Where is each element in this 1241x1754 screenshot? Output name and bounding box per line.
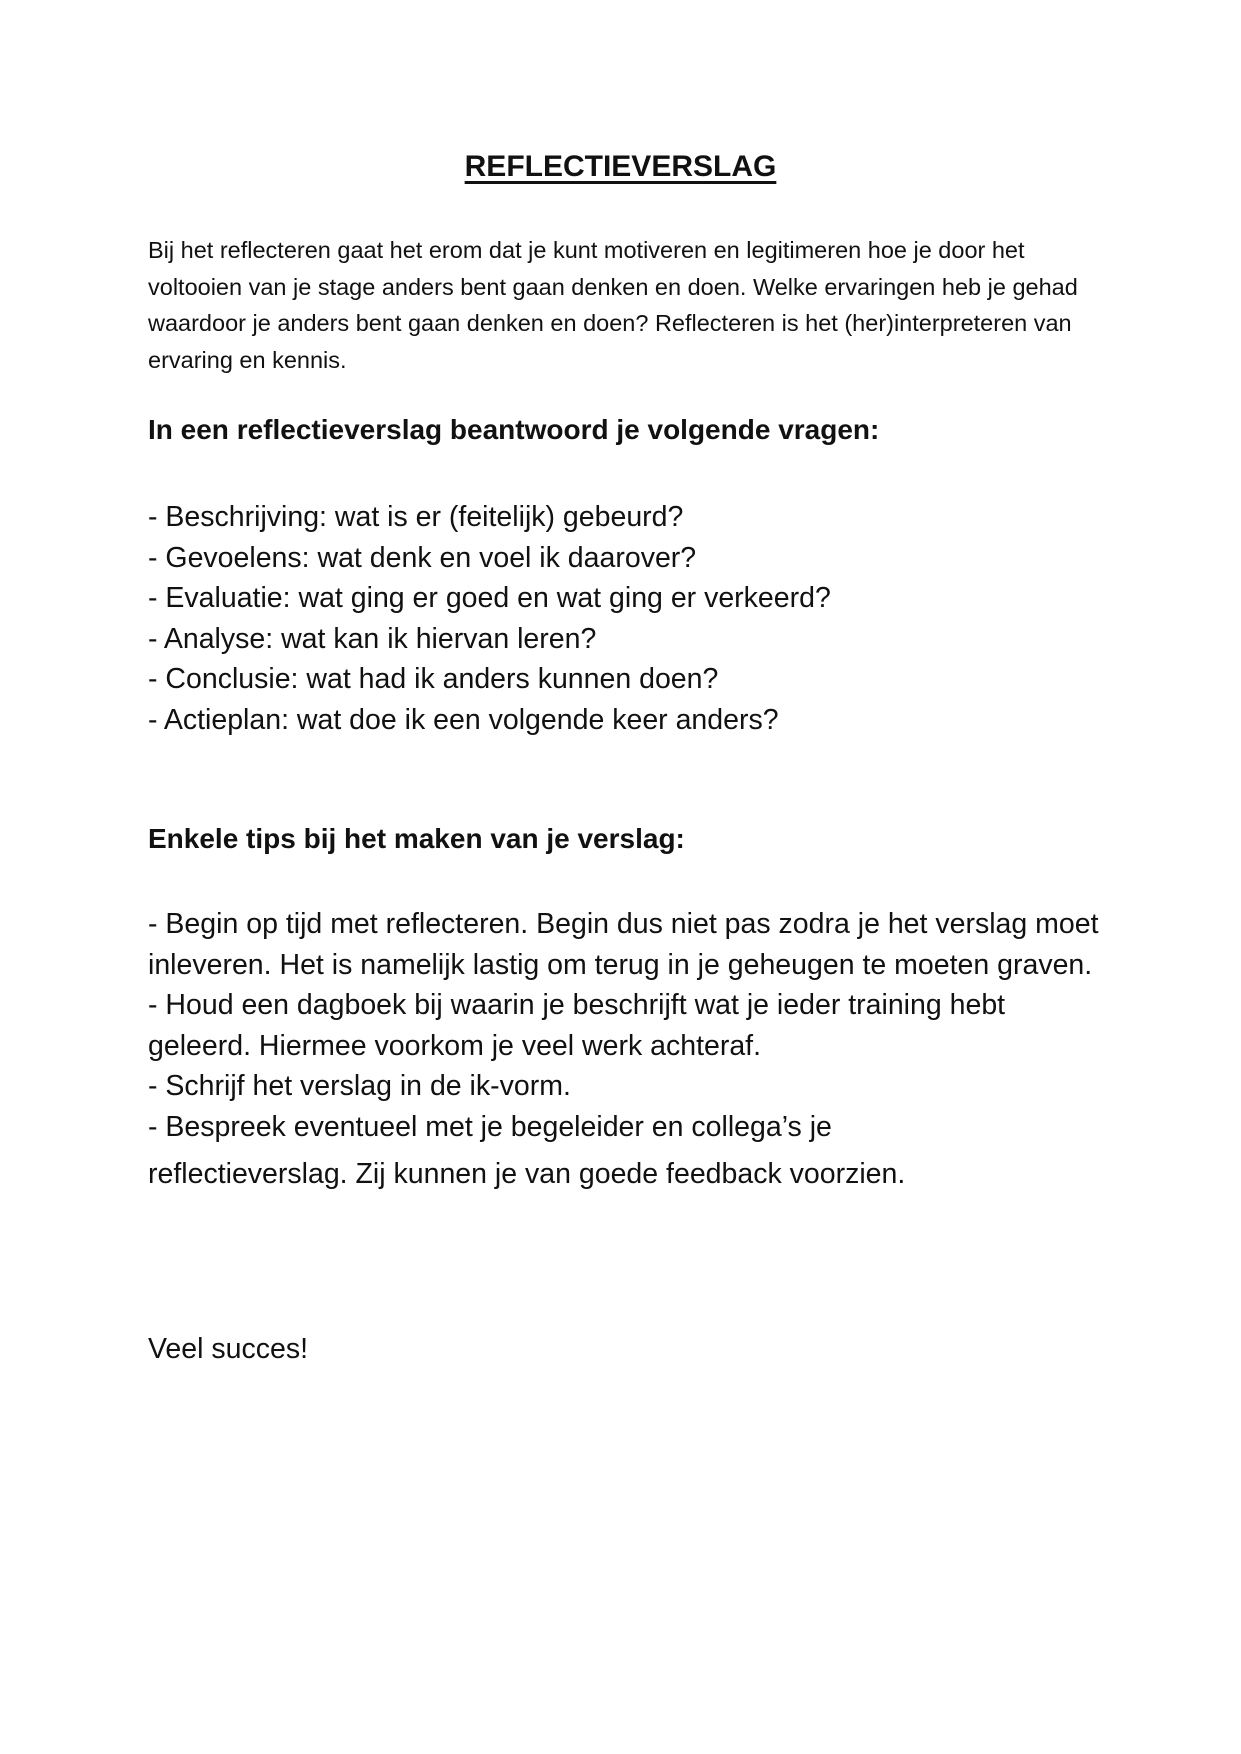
closing-text: Veel succes! xyxy=(148,1333,309,1365)
tip-item: - Begin op tijd met reflecteren. Begin dus niet pas zodra je het verslag moet inleveren. Het is namelijk lastig om terug in je geheugen te moeten graven. xyxy=(148,908,1099,981)
question-item: - Gevoelens: wat denk en voel ik daarover? xyxy=(148,541,697,574)
tip-item-continuation: reflectieverslag. Zij kunnen je van goede feedback voorzien. xyxy=(148,1158,906,1190)
tips-list xyxy=(148,904,1108,1195)
questions-heading: In een reflectieverslag beantwoord je volgende vragen: xyxy=(148,414,880,445)
questions-list xyxy=(148,497,1148,740)
question-item: - Actieplan: wat doe ik een volgende keer anders? xyxy=(148,703,779,736)
tip-item: - Houd een dagboek bij waarin je beschrijft wat je ieder training hebt geleerd. Hiermee voorkom je veel werk achteraf. xyxy=(148,989,1006,1062)
question-item: - Beschrijving: wat is er (feitelijk) gebeurd? xyxy=(148,501,684,533)
question-item: - Analyse: wat kan ik hiervan leren? xyxy=(148,622,597,655)
document-title: REFLECTIEVERSLAG xyxy=(464,150,777,183)
question-item: - Evaluatie: wat ging er goed en wat ging er verkeerd? xyxy=(148,582,831,614)
intro-paragraph: Bij het reflecteren gaat het erom dat je kunt motiveren en legitimeren hoe je door het voltooien van je stage anders bent gaan denken en doen. Welke ervaringen heb je gehad waardoor je anders bent gaan denken en doen? Reflecteren is het (her)interpreteren van ervaring en kennis. xyxy=(148,237,1078,373)
tips-heading: Enkele tips bij het maken van je verslag: xyxy=(148,823,685,854)
tip-item: - Bespreek eventueel met je begeleider en collega’s je xyxy=(148,1110,832,1143)
tip-item: - Schrijf het verslag in de ik-vorm. xyxy=(148,1070,571,1102)
question-item: - Conclusie: wat had ik anders kunnen doen? xyxy=(148,663,719,695)
